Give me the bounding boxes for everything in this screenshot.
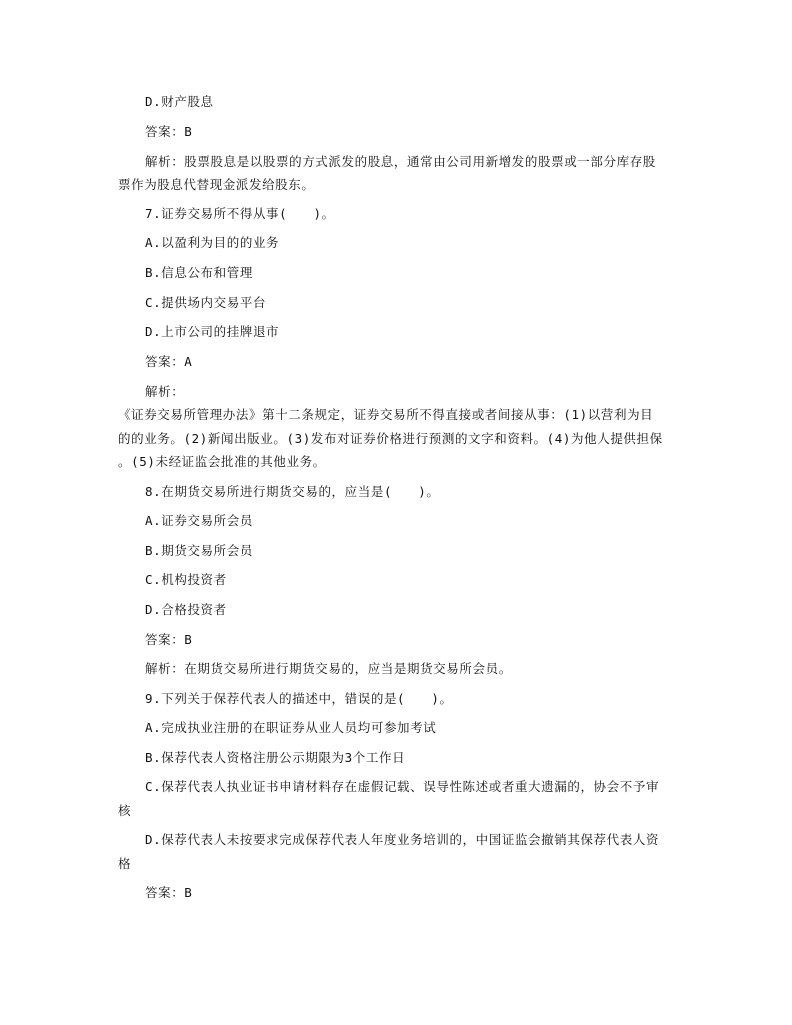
option-c-q9-line1: C.保荐代表人执业证书申请材料存在虚假记载、误导性陈述或者重大遗漏的，协会不予审 <box>145 779 660 794</box>
option-a-q9: A.完成执业注册的在职证券从业人员均可参加考试 <box>145 720 437 735</box>
option-d-q9-line1: D.保荐代表人未按要求完成保荐代表人年度业务培训的，中国证监会撤销其保荐代表人资 <box>145 832 660 847</box>
option-c-q9-line2: 核 <box>118 803 132 818</box>
option-d-q7: D.上市公司的挂牌退市 <box>145 324 280 339</box>
analysis-q7-line2: 的的业务。(2)新闻出版业。(3)发布对证券价格进行预测的文字和资料。(4)为他人提供担保 <box>118 431 663 446</box>
analysis-q7-label: 解析： <box>145 384 185 399</box>
question-9: 9.下列关于保荐代表人的描述中，错误的是( )。 <box>145 691 453 706</box>
option-a-q7: A.以盈利为目的的业务 <box>145 235 280 250</box>
analysis-q6-line2: 票作为股息代替现金派发给股东。 <box>118 177 315 192</box>
analysis-q7-line3: 。(5)未经证监会批准的其他业务。 <box>118 454 326 469</box>
option-b-q8: B.期货交易所会员 <box>145 543 253 558</box>
analysis-q6-line1: 解析：股票股息是以股票的方式派发的股息，通常由公司用新增发的股票或一部分库存股 <box>145 154 656 169</box>
option-b-q9: B.保荐代表人资格注册公示期限为3个工作日 <box>145 750 406 765</box>
option-d-q9-line2: 格 <box>118 856 132 871</box>
analysis-q7-line1: 《证券交易所管理办法》第十二条规定，证券交易所不得直接或者间接从事：(1)以营利为目 <box>118 407 654 422</box>
option-c-q7: C.提供场内交易平台 <box>145 295 267 310</box>
option-d-q6: D.财产股息 <box>145 94 214 109</box>
question-8: 8.在期货交易所进行期货交易的，应当是( )。 <box>145 484 440 499</box>
question-7: 7.证券交易所不得从事( )。 <box>145 206 335 221</box>
option-a-q8: A.证券交易所会员 <box>145 513 253 528</box>
option-c-q8: C.机构投资者 <box>145 572 227 587</box>
answer-q7: 答案：A <box>145 354 193 369</box>
answer-q9: 答案：B <box>145 885 193 900</box>
option-b-q7: B.信息公布和管理 <box>145 265 253 280</box>
analysis-q8: 解析：在期货交易所进行期货交易的，应当是期货交易所会员。 <box>145 661 512 676</box>
option-d-q8: D.合格投资者 <box>145 602 227 617</box>
answer-q6: 答案：B <box>145 124 193 139</box>
answer-q8: 答案：B <box>145 632 193 647</box>
